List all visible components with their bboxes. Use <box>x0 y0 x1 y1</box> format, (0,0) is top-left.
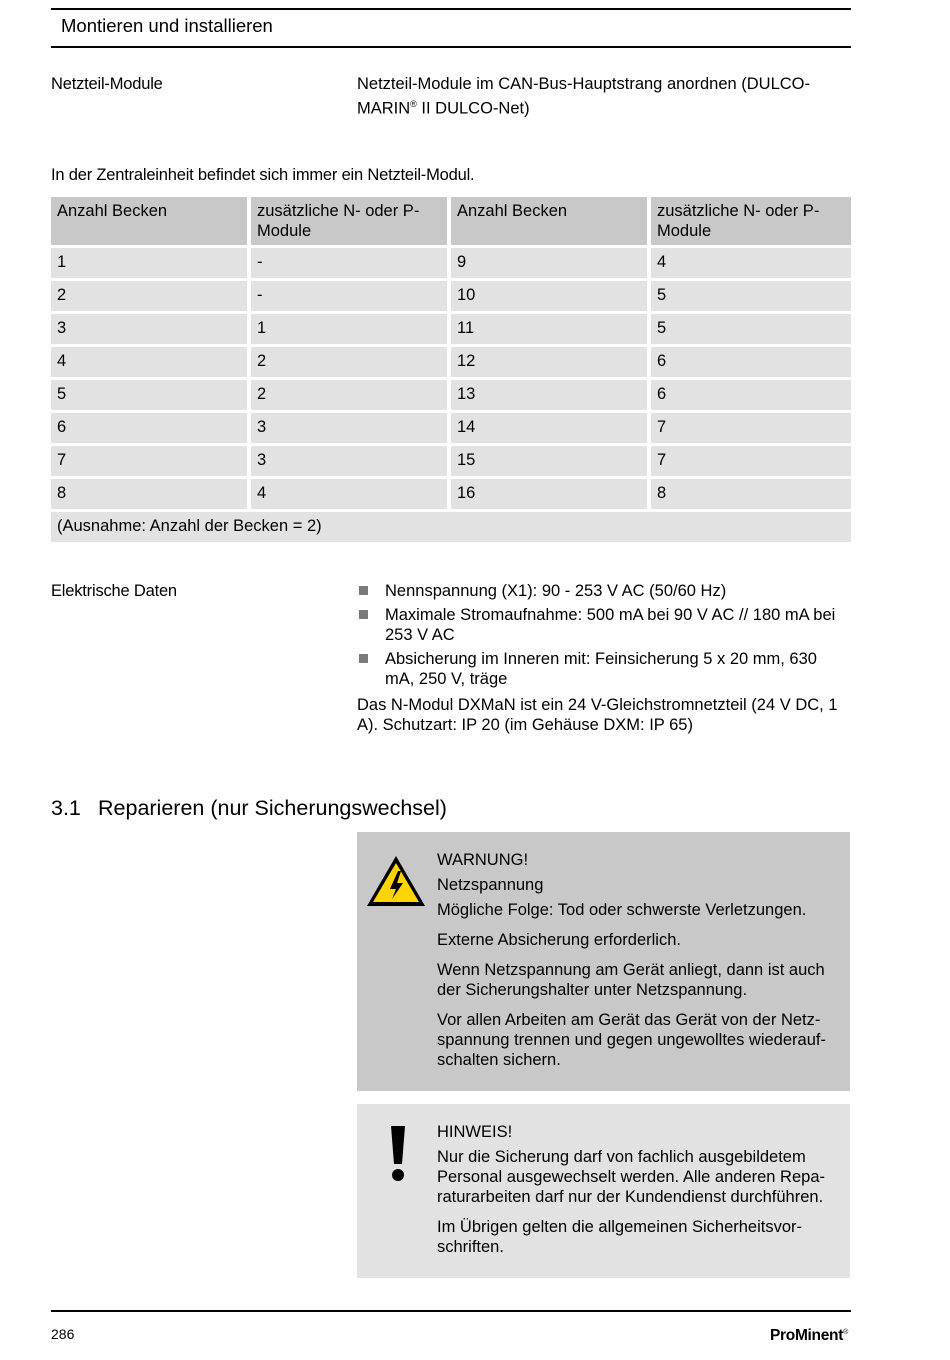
section-title: Reparieren (nur Sicherungswechsel) <box>98 796 447 820</box>
table-cell: 3 <box>51 314 251 347</box>
notice-paragraph: Im Übrigen gelten die allgemeinen Sicherheitsvorschriften. <box>437 1218 803 1256</box>
table-cell: 1 <box>51 248 251 281</box>
table-cell: 2 <box>251 380 451 413</box>
electrical-note: Das N-Modul DXMaN ist ein 24 V-Gleichstromnetzteil (24 V DC, 1 A). Schutzart: IP 20 (im Gehäuse DXM: IP 65) <box>357 696 838 734</box>
warning-consequence: Mögliche Folge: Tod oder schwerste Verletzungen. <box>437 901 807 919</box>
table-cell: 14 <box>451 413 651 446</box>
electrical-bullet-list <box>357 581 849 689</box>
table-cell: 11 <box>451 314 651 347</box>
warning-hazard: Netzspannung <box>437 876 544 894</box>
section-heading <box>51 796 447 821</box>
module-table <box>51 197 851 545</box>
table-cell: 3 <box>251 446 451 479</box>
exclamation-icon <box>387 1124 409 1182</box>
header-top-rule <box>51 8 851 10</box>
table-row <box>51 380 851 413</box>
table-cell: 3 <box>251 413 451 446</box>
table-cell: - <box>251 281 451 314</box>
table-cell: - <box>251 248 451 281</box>
warning-signal-word: WARNUNG! <box>437 851 529 869</box>
table-header-cell: zusätzliche N- oder P-Module <box>251 197 451 248</box>
netzteil-desc-line2-post: II DULCO-Net) <box>416 99 530 118</box>
table-row <box>51 479 851 512</box>
netzteil-desc-line2-pre: MARIN <box>357 99 411 118</box>
notice-signal-word: HINWEIS! <box>437 1123 513 1141</box>
table-cell: 16 <box>451 479 651 512</box>
header-bottom-rule <box>51 46 851 48</box>
page-number: 286 <box>51 1326 75 1342</box>
netzteil-desc-line1: Netzteil-Module im CAN-Bus-Hauptstrang anordnen (DULCO- <box>357 75 811 93</box>
table-footnote: (Ausnahme: Anzahl der Becken = 2) <box>51 512 851 545</box>
footer-rule <box>51 1310 851 1312</box>
table-row <box>51 314 851 347</box>
table-cell: 12 <box>451 347 651 380</box>
table-row <box>51 248 851 281</box>
registered-mark: ® <box>410 99 417 109</box>
netzteil-label: Netzteil-Module <box>51 75 163 93</box>
table-cell: 8 <box>51 479 251 512</box>
table-row <box>51 413 851 446</box>
warning-paragraph: Externe Absicherung erforderlich. <box>437 931 681 949</box>
table-cell: 13 <box>451 380 651 413</box>
table-cell: 1 <box>251 314 451 347</box>
table-cell: 9 <box>451 248 651 281</box>
table-cell: 6 <box>51 413 251 446</box>
warning-content <box>437 850 832 1080</box>
table-cell: 2 <box>51 281 251 314</box>
table-cell: 4 <box>51 347 251 380</box>
high-voltage-warning-icon <box>365 854 427 908</box>
table-header-row <box>51 197 851 248</box>
notice-content <box>437 1122 832 1267</box>
table-cell: 5 <box>651 314 851 347</box>
table-cell: 8 <box>651 479 851 512</box>
table-row <box>51 446 851 479</box>
electrical-data <box>357 581 849 735</box>
table-cell: 7 <box>651 446 851 479</box>
brand-name: ProMinent <box>770 1327 844 1344</box>
table-cell: 15 <box>451 446 651 479</box>
notice-paragraph: Nur die Sicherung darf von fachlich ausgebildetem Personal ausgewechselt werden. Alle anderen Reparaturarbeiten darf nur der Kundendienst durchführen. <box>437 1148 825 1206</box>
table-cell: 4 <box>651 248 851 281</box>
table-header-cell: Anzahl Becken <box>51 197 251 248</box>
electrical-label: Elektrische Daten <box>51 582 177 600</box>
table-row <box>51 281 851 314</box>
notice-box <box>357 1104 850 1278</box>
section-number: 3.1 <box>51 796 81 820</box>
brand-logo <box>770 1327 848 1345</box>
list-item: Nennspannung (X1): 90 - 253 V AC (50/60 Hz) <box>357 581 849 601</box>
netzteil-description <box>357 74 849 119</box>
warning-paragraph: Wenn Netzspannung am Gerät anliegt, dann ist auch der Sicherungshalter unter Netzspannung. <box>437 961 825 999</box>
list-item: Maximale Stromaufnahme: 500 mA bei 90 V AC // 180 mA bei 253 V AC <box>357 605 849 645</box>
table-cell: 2 <box>251 347 451 380</box>
table-cell: 7 <box>651 413 851 446</box>
intro-text: In der Zentraleinheit befindet sich immer ein Netzteil-Modul. <box>51 166 475 184</box>
brand-mark: ® <box>843 1328 848 1336</box>
table-header-cell: zusätzliche N- oder P-Module <box>651 197 851 248</box>
warning-paragraph: Vor allen Arbeiten am Gerät das Gerät von der Netzspannung trennen und gegen ungewolltes wiederaufschalten sichern. <box>437 1011 826 1069</box>
warning-box <box>357 832 850 1091</box>
table-footnote-row <box>51 512 851 545</box>
table-header-cell: Anzahl Becken <box>451 197 651 248</box>
table-cell: 5 <box>651 281 851 314</box>
table-cell: 10 <box>451 281 651 314</box>
table-row <box>51 347 851 380</box>
table-cell: 7 <box>51 446 251 479</box>
table-cell: 4 <box>251 479 451 512</box>
table-cell: 5 <box>51 380 251 413</box>
list-item: Absicherung im Inneren mit: Feinsicherung 5 x 20 mm, 630 mA, 250 V, träge <box>357 649 849 689</box>
table-cell: 6 <box>651 380 851 413</box>
page-header-title: Montieren und installieren <box>61 15 273 36</box>
table-cell: 6 <box>651 347 851 380</box>
